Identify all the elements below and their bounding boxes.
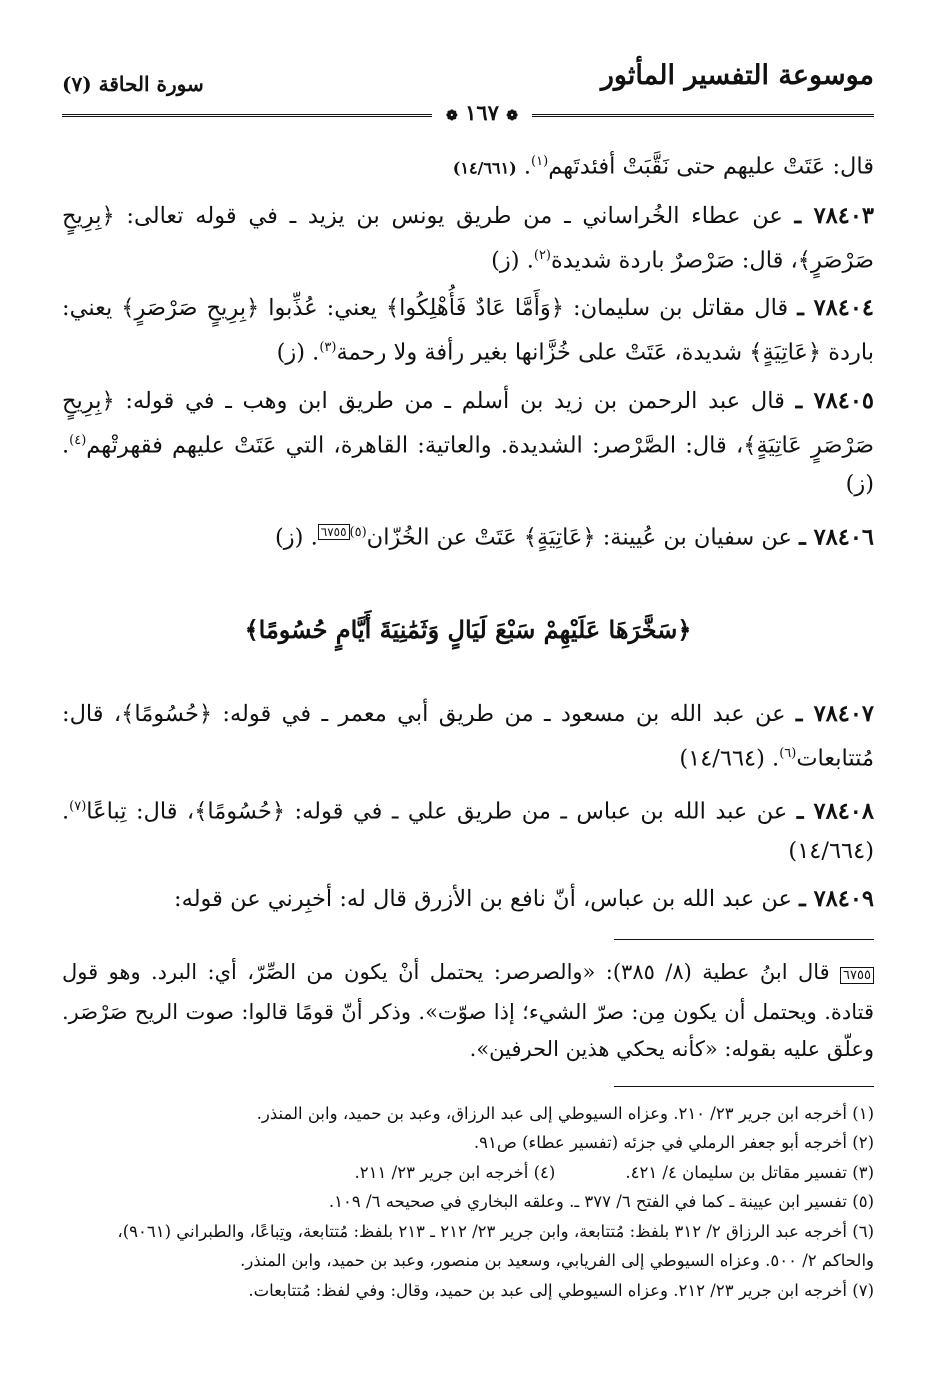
paragraph: ٧٨٤٠٧ ـ عن عبد الله بن مسعود ـ من طريق أبي معمر ـ في قوله: ﴿حُسُومًا﴾، قال: مُتتابعات$^{(٦)}$. (١٤/٦٦٤)	[62, 700, 874, 771]
footnote: (١) أخرجه ابن جرير ٢٣/ ٢١٠. وعزاه السيوطي إلى عبد الرزاق، وعبد بن حميد، وابن المنذر.	[256, 1103, 874, 1123]
page-number: ١٦٧	[465, 100, 499, 125]
footnote: (٣) تفسير مقاتل بن سليمان ٤/ ٤٢١.	[625, 1162, 874, 1182]
ornament-icon: ❁	[446, 108, 458, 124]
athar-number: ٧٨٤٠٣ ـ	[794, 202, 874, 229]
footnote-ref: (٧)	[69, 799, 87, 814]
footnote: (٥) تفسير ابن عيينة ـ كما في الفتح ٦/ ٣٧٧ ـ. وعلقه البخاري في صحيحه ٦/ ١٠٩.	[328, 1192, 874, 1211]
paragraph: ٧٨٤٠٤ ـ قال مقاتل بن سليمان: ﴿وَأَمَّا عَادٌ فَأُهْلِكُوا﴾ يعني: عُذِّبوا ﴿بِرِيحٍ صَرْصَرٍ﴾ يعني: باردة ﴿عَاتِيَةٍ﴾ شديدة، عَتَتْ على خُزَّانها بغير رأفة ولا رحمة$^{(٣)}$. (ز)	[62, 295, 875, 366]
athar-number: ٧٨٤٠٧ ـ	[795, 700, 874, 727]
footnote-ref: (٣)	[319, 340, 337, 355]
paragraph: ٧٨٤٠٩ ـ عن عبد الله بن عباس، أنّ نافع بن الأزرق قال له: أخبِرني عن قوله:	[174, 885, 874, 912]
footnote: (٤) أخرجه ابن جرير ٢٣/ ٢١١.	[354, 1162, 556, 1182]
athar-number: ٧٨٤٠٨ ـ	[796, 798, 874, 825]
paragraph: قال: عَتَتْ عليهم حتى نَقَّبَتْ أفئدتَهم$^{(١)}$. (١٤/٦٦١)	[452, 153, 874, 180]
ornament-icon: ❁	[506, 108, 518, 124]
main-text	[62, 142, 874, 919]
footnote-ref: (٢)	[533, 247, 551, 263]
paragraph: ٧٨٤٠٦ ـ عن سفيان بن عُيينة: ﴿عَاتِيَةٍ﴾ عَتَتْ عن الخُزّان$^{(٥)٦٧٥٥}$. (ز)	[275, 524, 874, 551]
paragraph: ٧٨٤٠٥ ـ قال عبد الرحمن بن زيد بن أسلم ـ من طريق ابن وهب ـ في قوله: ﴿بِرِيحٍ صَرْصَرٍ عَاتِيَةٍ﴾، قال: الصَّرْصر: الشديدة. والعاتية: القاهرة، التي عَتَتْ عليهم فقهرتْهم$^{(٤)}$. (ز)	[62, 387, 874, 497]
page-number-block	[432, 100, 532, 125]
footnote: (٦) أخرجه عبد الرزاق ٢/ ٣١٢ بلفظ: مُتتابعة، وابن جرير ٢٣/ ٢١٢ ـ ٢١٣ بلفظ: مُتتابعة، وتِباعًا، والطبراني (٩٠٦١)، والحاكم ٢/ ٥٠٠. وعزاه السيوطي إلى الفريابي، وسعيد بن منصور، وعبد بن حميد، وابن المنذر.	[117, 1221, 874, 1270]
footnote: (٧) أخرجه ابن جرير ٢٣/ ٢١٢. وعزاه السيوطي إلى عبد بن حميد، وقال: وفي لفظ: مُتتابعات.	[248, 1280, 874, 1300]
commentary-note	[62, 954, 874, 1068]
athar-number: ٧٨٤٠٩ ـ	[799, 885, 874, 912]
commentary-divider	[614, 939, 874, 940]
page-header	[62, 60, 874, 125]
quran-verse: ﴿سَخَّرَهَا عَلَيْهِمْ سَبْعَ لَيَالٍ وَثَمَٰنِيَةَ أَيَّامٍ حُسُومًا﴾	[244, 614, 692, 644]
document-page	[62, 60, 874, 1305]
volume-ref: (١٤/٦٦١)	[452, 158, 517, 178]
footnote-ref: (٦)	[779, 745, 797, 761]
footnotes	[62, 1099, 874, 1306]
athar-number: ٧٨٤٠٦ ـ	[799, 524, 874, 551]
footnote: (٢) أخرجه أبو جعفر الرملي في جزئه (تفسير عطاء) ص٩١.	[473, 1133, 874, 1152]
book-title: موسوعة التفسير المأثور	[600, 60, 874, 91]
footnotes-divider	[614, 1086, 874, 1087]
footnote-ref: (٥)	[349, 525, 367, 540]
paragraph: ٧٨٤٠٨ ـ عن عبد الله بن عباس ـ من طريق علي ـ في قوله: ﴿حُسُومًا﴾، قال: تِباعًا$^{(٧)}$. (١٤/٦٦٤)	[62, 798, 874, 864]
surah-title: سورة الحاقة (٧)	[62, 72, 204, 96]
commentary-ref-box: ٦٧٥٥	[318, 524, 350, 540]
paragraph: ٧٨٤٠٣ ـ عن عطاء الخُراساني ـ من طريق يونس بن يزيد ـ في قوله تعالى: ﴿بِرِيحٍ صَرْصَرٍ﴾، قال: صَرْصرٌ باردة شديدة$^{(٢)}$. (ز)	[62, 202, 874, 273]
commentary-text: قال ابنُ عطية (٨/ ٣٨٥): «والصرصر: يحتمل أنْ يكون من الصِّرّ، أي: البرد. وهو قول قتادة. ويحتمل أن يكون مِن: صرّ الشيء؛ إذا صوّت». وذكر أنّ قومًا قالوا: صوت الريح صَرْصَر. وعلّق عليه بقوله: «كأنه يحكي هذين الحرفين».	[62, 959, 874, 1061]
footnote-ref: (١)	[531, 154, 549, 169]
footnote-row	[62, 1158, 874, 1188]
athar-number: ٧٨٤٠٤ ـ	[797, 295, 875, 321]
commentary-box-number: ٦٧٥٥	[840, 967, 874, 984]
athar-number: ٧٨٤٠٥ ـ	[795, 387, 874, 414]
footnote-ref: (٤)	[69, 432, 87, 448]
